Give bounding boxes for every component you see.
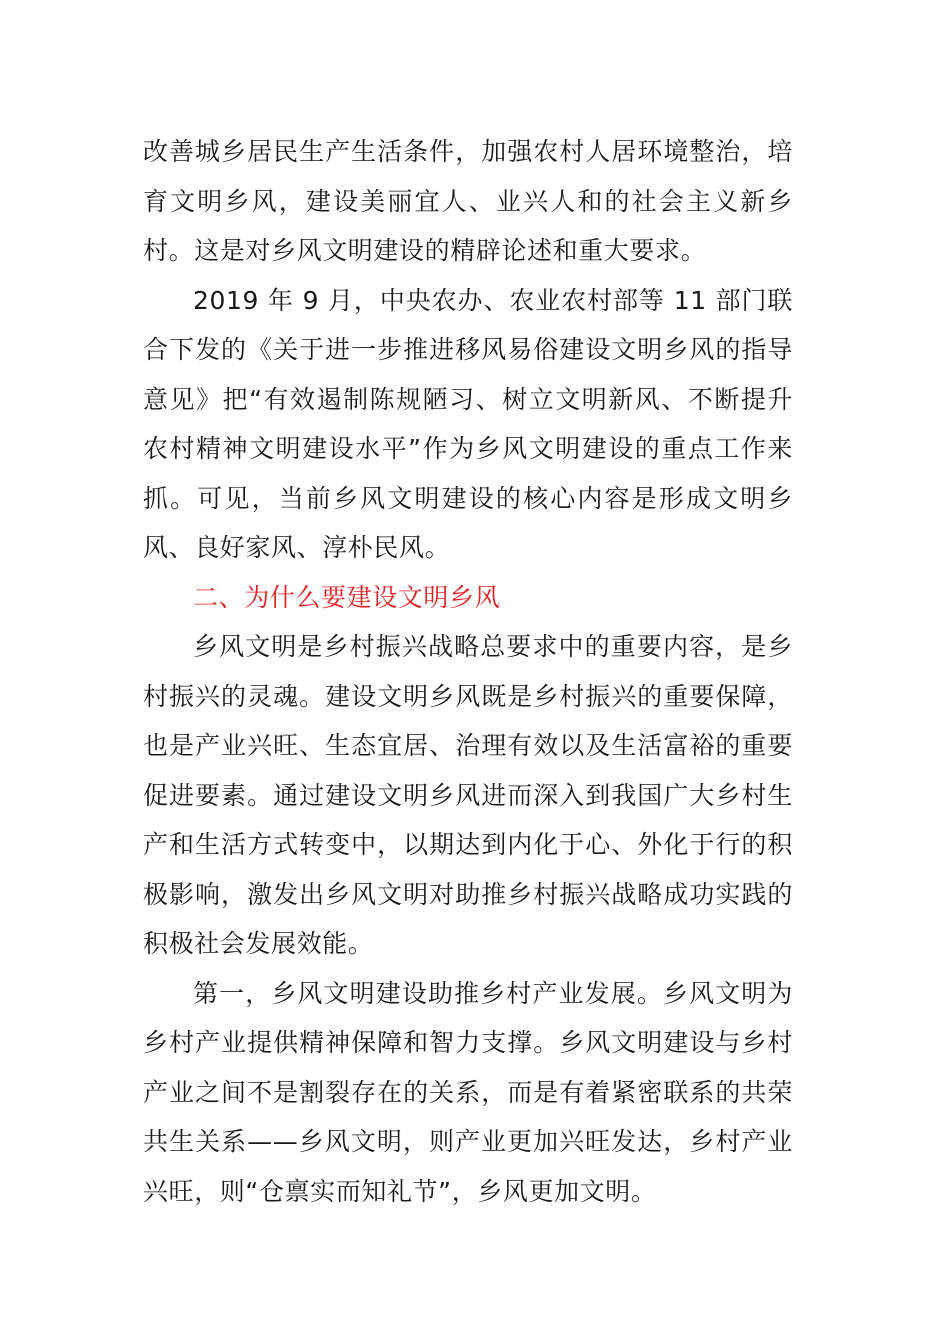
paragraph-2: 2019 年 9 月，中央农办、农业农村部等 11 部门联合下发的《关于进一步推进移风易俗建设文明乡风的指导意见》把“有效遏制陈规陋习、树立文明新风、不断提升农村精神文明建设水平”作为乡风文明建设的重点工作来抓。可见，当前乡风文明建设的核心内容是形成文明乡风、良好家风、淳朴民风。	[143, 285, 793, 562]
section-heading: 二、为什么要建设文明乡风	[193, 582, 501, 612]
paragraph-1: 改善城乡居民生产生活条件，加强农村人居环境整治，培育文明乡风，建设美丽宜人、业兴人和的社会主义新乡村。这是对乡风文明建设的精辟论述和重大要求。	[143, 137, 793, 265]
paragraph-4: 第一，乡风文明建设助推乡村产业发展。乡风文明为乡村产业提供精神保障和智力支撑。乡风文明建设与乡村产业之间不是割裂存在的关系，而是有着紧密联系的共荣共生关系——乡风文明，则产业更加兴旺发达，乡村产业兴旺，则“仓禀实而知礼节”，乡风更加文明。	[143, 978, 793, 1206]
paragraph-3: 乡风文明是乡村振兴战略总要求中的重要内容，是乡村振兴的灵魂。建设文明乡风既是乡村振兴的重要保障，也是产业兴旺、生态宜居、治理有效以及生活富裕的重要促进要素。通过建设文明乡风进而深入到我国广大乡村生产和生活方式转变中，以期达到内化于心、外化于行的积极影响，激发出乡风文明对助推乡村振兴战略成功实践的积极社会发展效能。	[143, 632, 793, 958]
document-body	[143, 127, 793, 1216]
